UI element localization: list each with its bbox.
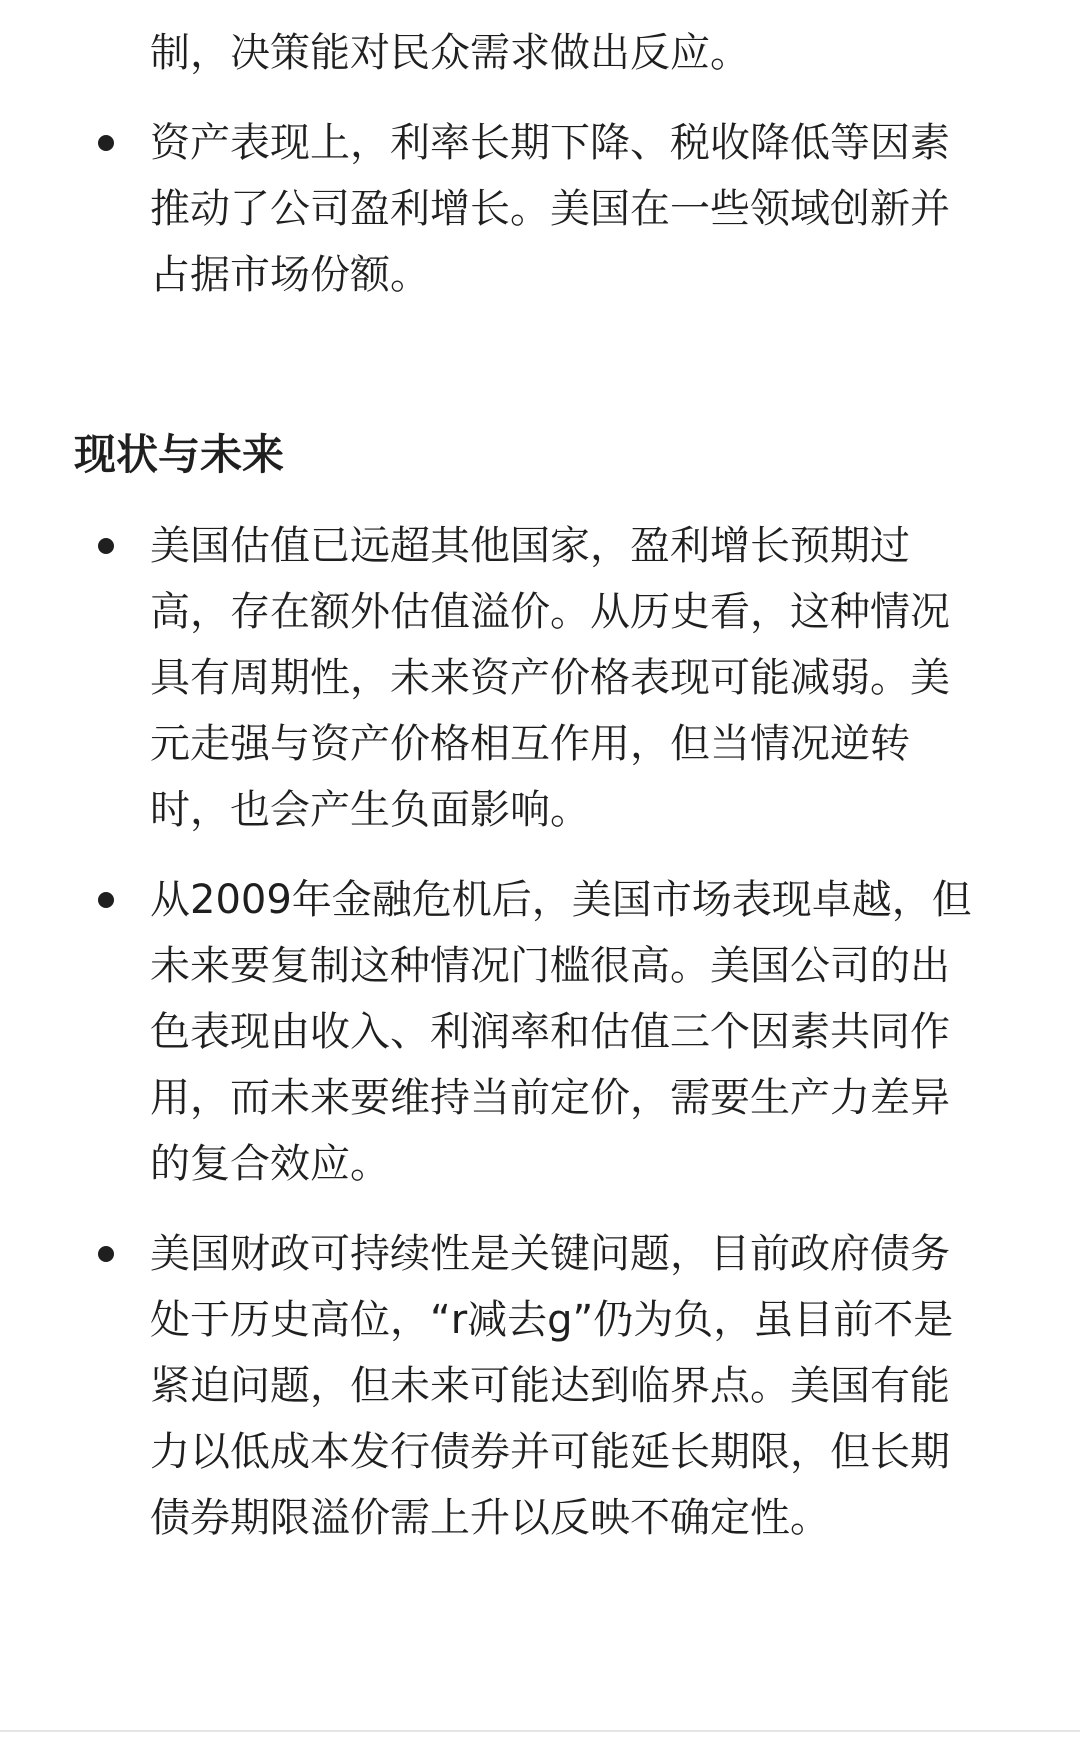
list-item: 美国估值已远超其他国家，盈利增长预期过高，存在额外估值溢价。从历史看，这种情况具有周期性，未来资产价格表现可能减弱。美元走强与资产价格相互作用，但当情况逆转时，也会产生负面影响。 <box>150 513 980 843</box>
section-title: 现状与未来 <box>74 430 285 479</box>
list-item: 美国财政可持续性是关键问题，目前政府债务处于历史高位，“r减去g”仍为负，虽目前不是紧迫问题，但未来可能达到临界点。美国有能力以低成本发行债券并可能延长期限，但长期债券期限溢价需上升以反映不确定性。 <box>150 1221 980 1551</box>
continued-paragraph: 制，决策能对民众需求做出反应。 <box>150 30 750 76</box>
divider <box>0 1730 1080 1732</box>
list-item: 资产表现上，利率长期下降、税收降低等因素推动了公司盈利增长。美国在一些领域创新并占据市场份额。 <box>150 110 980 308</box>
list-item: 从2009年金融危机后，美国市场表现卓越，但未来要复制这种情况门槛很高。美国公司的出色表现由收入、利润率和估值三个因素共同作用，而未来要维持当前定价，需要生产力差异的复合效应。 <box>150 867 980 1197</box>
